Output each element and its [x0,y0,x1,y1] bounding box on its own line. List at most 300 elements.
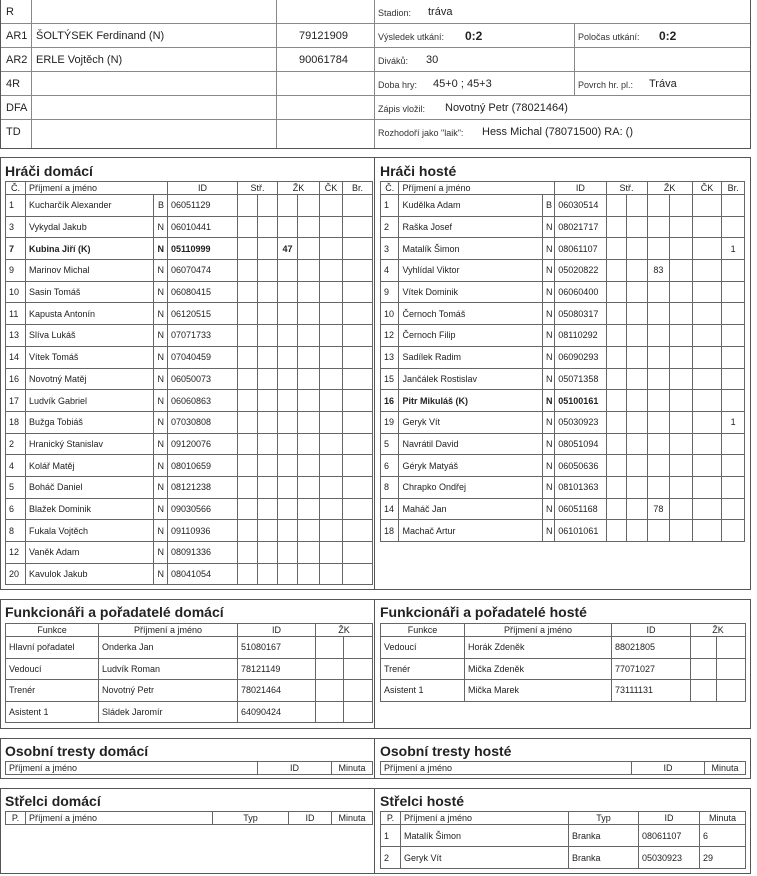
col-ck: ČK [320,182,343,195]
player-row [381,476,745,498]
player-flag: N [542,520,554,542]
player-red-card [692,195,722,217]
match-header [0,0,751,149]
player-yellow-card [647,195,670,217]
player-yellow-card [278,520,298,542]
player-name: Fukala Vojtěch [26,520,154,542]
player-red-card [692,238,722,260]
player-flag: N [542,476,554,498]
staff-zk-extra [344,680,373,702]
player-red-card [320,195,343,217]
player-goals-extra [258,303,278,325]
player-flag: N [542,411,554,433]
player-br [343,498,373,520]
player-br [343,411,373,433]
player-number: 4 [381,260,399,282]
staff-name: Novotný Petr [99,680,238,702]
player-row [381,368,745,390]
col-name: Příjmení a jméno [26,182,168,195]
col-type: Typ [213,812,289,825]
player-br [343,216,373,238]
player-goals [238,346,258,368]
player-yellow-card [278,563,298,585]
player-red-card [692,281,722,303]
player-yellow-card: 47 [278,238,298,260]
player-red-card [320,260,343,282]
staff-name: Ludvík Roman [99,658,238,680]
player-number: 13 [381,346,399,368]
player-row [381,260,745,282]
player-flag: N [154,260,168,282]
player-id: 05020822 [555,260,606,282]
player-number: 10 [6,281,26,303]
player-flag: N [154,303,168,325]
home-scorers-title: Střelci domácí [5,793,101,809]
player-row [381,433,745,455]
player-name: Sasin Tomáš [26,281,154,303]
player-number: 7 [6,238,26,260]
row-spectators [375,48,750,72]
player-id: 06101061 [555,520,606,542]
player-goals [238,563,258,585]
player-goals [238,498,258,520]
player-goals [606,368,627,390]
player-name: Machač Artur [399,520,543,542]
player-flag: N [542,455,554,477]
col-name: Příjmení a jméno [399,182,555,195]
player-id: 08010659 [168,455,238,477]
player-id: 05030923 [555,411,606,433]
staff-id: 51080167 [238,637,316,659]
player-goals [238,433,258,455]
scorer-order: 1 [381,825,401,847]
scorer-type: Branka [569,825,639,847]
official-code: TD [1,120,32,148]
player-yellow-card-extra [298,476,320,498]
away-scorers-title: Střelci hosté [380,793,465,809]
player-yellow-card-extra [298,542,320,564]
player-br [343,520,373,542]
player-yellow-card [647,346,670,368]
scorer-name: Geryk Vít [401,847,569,869]
stadion-value: tráva [428,6,453,18]
entered-value: Novotný Petr (78021464) [445,102,568,114]
player-number: 15 [381,368,399,390]
scorer-minute: 6 [700,825,746,847]
player-yellow-card-extra [298,563,320,585]
row-duration [375,72,750,96]
player-row [381,195,745,217]
player-name: Chrapko Ondřej [399,476,543,498]
staff-zk [316,680,344,702]
player-br [722,498,745,520]
player-id: 08041054 [168,563,238,585]
player-goals [238,476,258,498]
player-id: 09110936 [168,520,238,542]
player-id: 05080317 [555,303,606,325]
col-minute: Minuta [332,762,373,775]
player-goals [606,498,627,520]
player-goals [606,520,627,542]
player-name: Kavulok Jakub [26,563,154,585]
player-goals-extra [258,390,278,412]
player-id: 06060863 [168,390,238,412]
player-yellow-card-extra [670,195,693,217]
player-br [343,195,373,217]
scorer-id: 08061107 [639,825,700,847]
player-name: Bužga Tobiáš [26,411,154,433]
player-row [381,325,745,347]
player-name: Hranický Stanislav [26,433,154,455]
player-name: Ludvík Gabriel [26,390,154,412]
col-minute: Minuta [332,812,373,825]
player-red-card [692,433,722,455]
player-yellow-card-extra [298,303,320,325]
player-br [343,563,373,585]
player-yellow-card [278,260,298,282]
player-red-card [320,542,343,564]
player-number: 16 [381,390,399,412]
player-flag: N [542,216,554,238]
player-yellow-card [647,368,670,390]
scorer-order: 2 [381,847,401,869]
player-yellow-card-extra [670,368,693,390]
player-red-card [692,390,722,412]
player-id: 06050636 [555,455,606,477]
staff-row [6,680,373,702]
col-type: Typ [569,812,639,825]
player-yellow-card [647,281,670,303]
player-goals [238,216,258,238]
player-flag: N [542,346,554,368]
player-br [722,281,745,303]
staff-zk-extra [344,701,373,723]
player-yellow-card-extra [670,520,693,542]
col-id: ID [258,762,332,775]
player-goals-extra [627,455,648,477]
player-red-card [320,476,343,498]
player-id: 06051129 [168,195,238,217]
player-red-card [320,325,343,347]
staff-zk [316,701,344,723]
player-goals-extra [258,281,278,303]
player-br [343,346,373,368]
player-name: Vykydal Jakub [26,216,154,238]
staff-row [6,658,373,680]
player-yellow-card-extra [298,520,320,542]
staff-id: 78121149 [238,658,316,680]
player-id: 08051094 [555,433,606,455]
player-number: 6 [6,498,26,520]
player-id: 08021717 [555,216,606,238]
staff-zk [316,637,344,659]
player-id: 05110999 [168,238,238,260]
staff-row [6,701,373,723]
player-goals-extra [258,325,278,347]
player-yellow-card-extra [298,433,320,455]
player-yellow-card [278,216,298,238]
player-row [6,260,373,282]
official-row [1,120,374,148]
scorer-type: Branka [569,847,639,869]
player-id: 06030514 [555,195,606,217]
player-id: 09120076 [168,433,238,455]
player-red-card [320,563,343,585]
player-yellow-card [278,195,298,217]
player-yellow-card [278,498,298,520]
player-goals-extra [627,346,648,368]
player-name: Kubina Jiří (K) [26,238,154,260]
player-br [722,390,745,412]
scorer-name: Matalík Šimon [401,825,569,847]
player-br [722,520,745,542]
player-br [343,325,373,347]
player-flag: N [154,433,168,455]
player-row [6,455,373,477]
staff-row [381,637,746,659]
col-id: ID [238,624,316,637]
staff-name: Mička Zdeněk [465,658,612,680]
player-row [381,455,745,477]
staff-name: Horák Zdeněk [465,637,612,659]
player-yellow-card [647,390,670,412]
player-goals [606,195,627,217]
staff-zk-extra [717,658,746,680]
player-row [6,563,373,585]
surface-value: Tráva [649,78,677,90]
col-id: ID [632,762,705,775]
staff-zk-extra [344,637,373,659]
staff-row [6,637,373,659]
player-goals-extra [627,195,648,217]
player-flag: N [154,455,168,477]
player-red-card [692,303,722,325]
player-number: 8 [6,520,26,542]
surface-label: Povrch hr. pl.: [578,80,634,90]
col-zk: ŽK [278,182,320,195]
player-name: Černoch Tomáš [399,303,543,325]
duration-label: Doba hry: [378,80,418,90]
player-red-card [320,238,343,260]
player-yellow-card-extra [670,411,693,433]
player-flag: N [154,563,168,585]
player-id: 06090293 [555,346,606,368]
player-row [6,498,373,520]
player-goals-extra [258,563,278,585]
player-number: 6 [381,455,399,477]
player-row [6,433,373,455]
player-id: 08110292 [555,325,606,347]
staff-zk-extra [344,658,373,680]
player-goals-extra [258,260,278,282]
official-row [1,24,374,48]
player-yellow-card [278,346,298,368]
staff-row [381,658,746,680]
player-name: Vítek Dominik [399,281,543,303]
staff-divider [374,599,375,729]
player-yellow-card [278,303,298,325]
scorer-id: 05030923 [639,847,700,869]
player-goals [606,455,627,477]
col-function: Funkce [6,624,99,637]
officials-column [1,0,375,148]
staff-function: Asistent 1 [381,680,465,702]
player-red-card [320,433,343,455]
player-number: 12 [6,542,26,564]
player-row [6,325,373,347]
player-row [6,368,373,390]
staff-id: 64090424 [238,701,316,723]
player-flag: N [154,498,168,520]
player-id: 07071733 [168,325,238,347]
player-row [6,520,373,542]
player-yellow-card [647,216,670,238]
player-id: 07040459 [168,346,238,368]
player-br [343,281,373,303]
away-players-title: Hráči hosté [380,163,457,179]
player-id: 06010441 [168,216,238,238]
player-id: 06060400 [555,281,606,303]
player-red-card [692,260,722,282]
player-goals-extra [258,238,278,260]
player-br [343,260,373,282]
staff-zk-extra [717,637,746,659]
player-red-card [320,498,343,520]
home-players-table [5,181,373,585]
player-goals [606,390,627,412]
player-name: Marinov Michal [26,260,154,282]
player-goals-extra [627,476,648,498]
player-number: 13 [6,325,26,347]
player-yellow-card [647,476,670,498]
result-value: 0:2 [465,29,483,43]
player-row [381,520,745,542]
player-yellow-card-extra [298,368,320,390]
player-number: 18 [6,411,26,433]
player-yellow-card [278,433,298,455]
player-goals-extra [258,216,278,238]
col-ck: ČK [692,182,722,195]
player-name: Navrátil David [399,433,543,455]
scorers-divider [374,788,375,874]
player-yellow-card [647,433,670,455]
staff-zk [691,658,717,680]
player-name: Sadílek Radim [399,346,543,368]
player-br [722,216,745,238]
player-yellow-card [647,411,670,433]
player-yellow-card [647,303,670,325]
staff-id: 78021464 [238,680,316,702]
player-row [6,303,373,325]
player-goals [606,238,627,260]
player-id: 06120515 [168,303,238,325]
player-br [722,476,745,498]
home-penalties-title: Osobní tresty domácí [5,743,149,759]
official-code: AR2 [1,48,32,71]
player-flag: N [154,368,168,390]
player-flag: N [542,303,554,325]
player-goals [238,368,258,390]
row-entered [375,96,750,120]
result-label: Výsledek utkání: [378,32,445,42]
official-code: R [1,0,32,23]
staff-zk-extra [717,680,746,702]
player-goals-extra [627,281,648,303]
player-br [722,260,745,282]
scorer-minute: 29 [700,847,746,869]
player-br [722,368,745,390]
player-goals [606,281,627,303]
player-flag: N [154,346,168,368]
player-flag: N [542,390,554,412]
staff-function: Trenér [381,658,465,680]
player-red-card [692,498,722,520]
player-red-card [692,346,722,368]
player-number: 12 [381,325,399,347]
player-goals-extra [627,325,648,347]
player-flag: N [542,260,554,282]
player-flag: N [542,238,554,260]
player-yellow-card [647,520,670,542]
player-flag: B [154,195,168,217]
player-goals [238,542,258,564]
player-yellow-card-extra [670,476,693,498]
player-yellow-card-extra [298,325,320,347]
player-yellow-card-extra [298,216,320,238]
col-no: Č. [381,182,399,195]
player-goals-extra [258,411,278,433]
player-yellow-card [278,368,298,390]
player-goals-extra [258,368,278,390]
official-code: DFA [1,96,32,119]
home-scorers-table [5,811,373,825]
spectators-value: 30 [426,54,439,66]
row-stadion [375,0,750,24]
player-yellow-card [278,542,298,564]
players-divider [374,157,375,590]
col-order: P. [381,812,401,825]
staff-zk [691,680,717,702]
player-flag: N [542,498,554,520]
player-row [6,281,373,303]
col-order: P. [6,812,26,825]
player-row [6,346,373,368]
col-minute: Minuta [705,762,746,775]
player-goals-extra [627,390,648,412]
player-row [6,195,373,217]
player-yellow-card-extra [670,238,693,260]
player-yellow-card-extra [298,195,320,217]
player-yellow-card-extra [670,325,693,347]
staff-id: 73111131 [612,680,691,702]
entered-label: Zápis vložil: [378,104,426,114]
player-yellow-card-extra [670,346,693,368]
player-goals [606,433,627,455]
player-flag: N [154,390,168,412]
player-yellow-card [647,325,670,347]
player-goals [606,216,627,238]
player-flag: N [154,542,168,564]
official-row [1,72,374,96]
player-number: 14 [381,498,399,520]
player-yellow-card-extra [670,281,693,303]
col-name: Příjmení a jméno [99,624,238,637]
staff-name: Onderka Jan [99,637,238,659]
player-flag: N [542,325,554,347]
player-row [381,498,745,520]
player-goals-extra [627,520,648,542]
player-red-card [320,346,343,368]
